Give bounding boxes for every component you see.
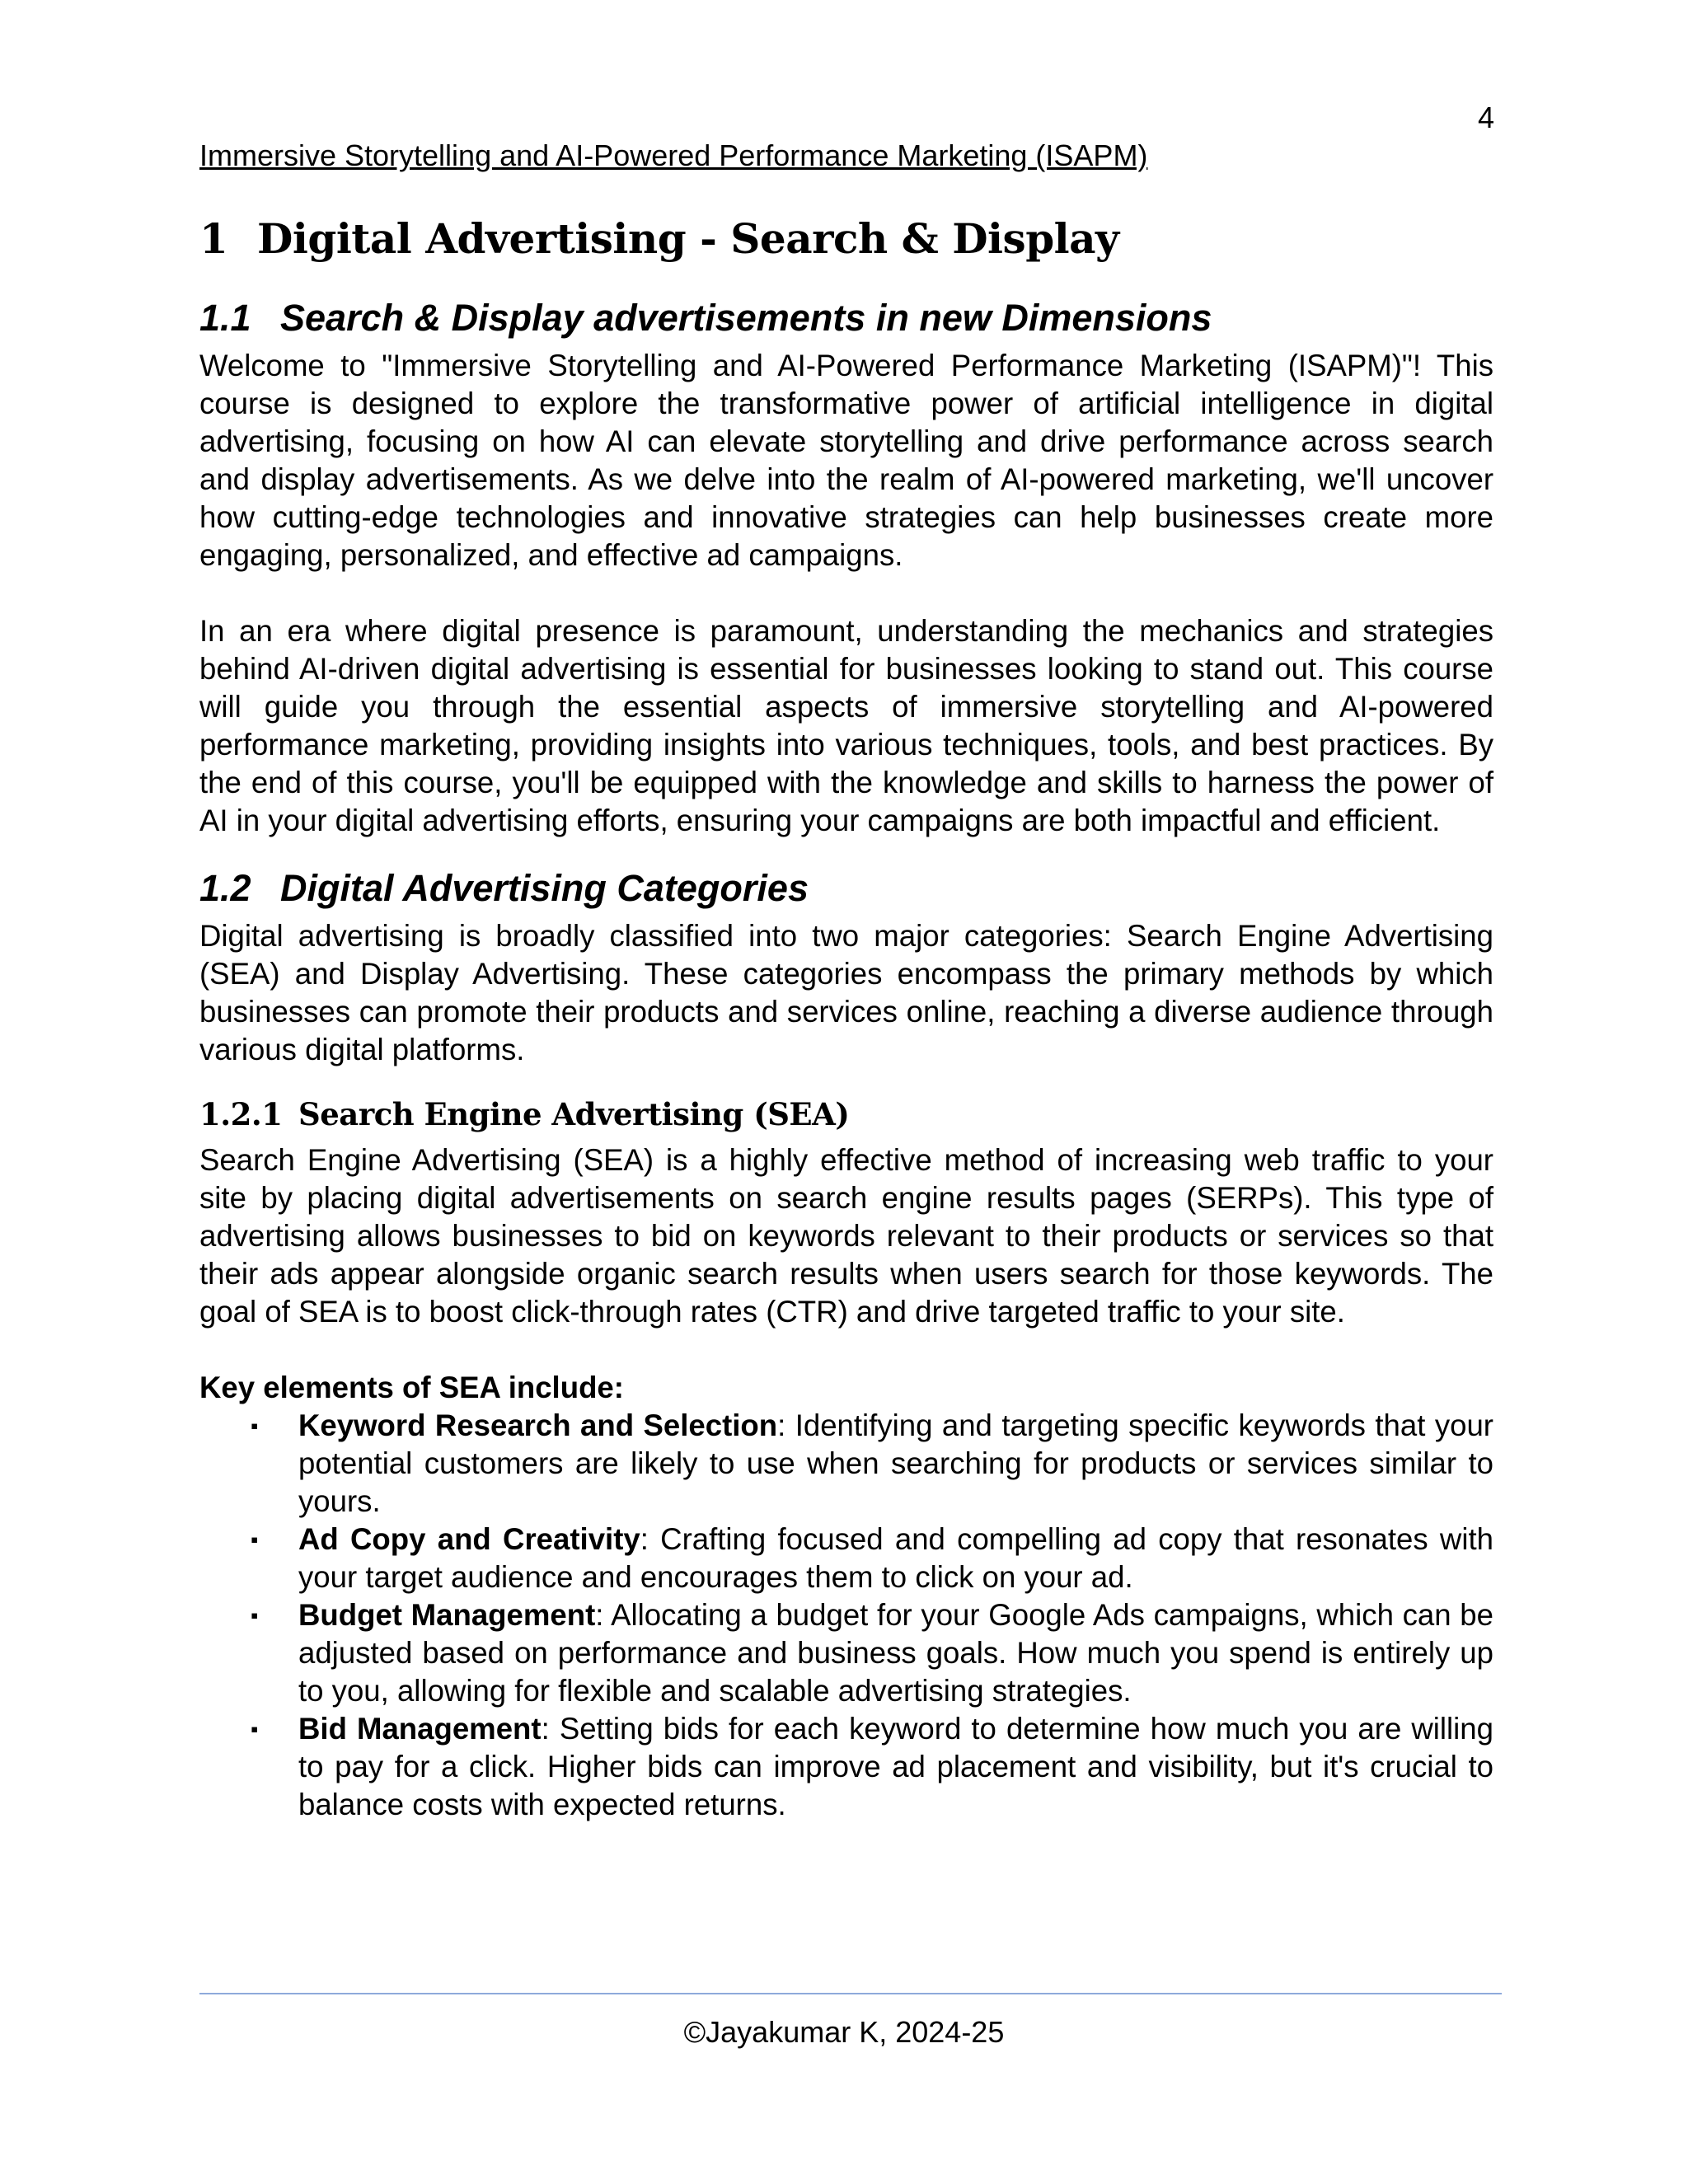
chapter-number: 1 [199,214,228,263]
running-header: Immersive Storytelling and AI-Powered Performance Marketing (ISAPM) [199,138,1148,172]
subsection-number: 1.2.1 [199,1096,283,1132]
page-number: 4 [1477,101,1494,134]
section-title: Search & Display advertisements in new Dimensions [280,297,1212,339]
list-item [251,1596,1493,1710]
list-item-description: : Crafting focused and compelling ad copy that resonates with your target audience and encourages them to click on your ad. [298,1522,1493,1594]
section-1-2-heading [199,863,1493,914]
list-item-description: : Allocating a budget for your Google Ads campaigns, which can be adjusted based on performance and business goals. How much you spend is entirely up to you, allowing for flexible and scalable advertising strategies. [298,1598,1493,1708]
list-item-term: Keyword Research and Selection [298,1408,778,1442]
section-number: 1.1 [199,297,251,339]
page-content [199,210,1493,1824]
intro-paragraph-2: In an era where digital presence is paramount, understanding the mechanics and strategies behind AI-driven digital advertising is essential for businesses looking to stand out. This course will guide you through the essential aspects of immersive storytelling and AI-powered performance marketing, providing insights into various techniques, tools, and best practices. By the end of this course, you'll be equipped with the knowledge and skills to harness the power of AI in your digital advertising efforts, ensuring your campaigns are both impactful and efficient. [199,614,1493,837]
list-item-term: Bid Management [298,1712,542,1746]
subsection-1-2-1-heading [199,1090,1493,1138]
square-bullet-icon: ▪ [251,1603,259,1628]
subsection-title: Search Engine Advertising (SEA) [298,1096,850,1132]
key-elements-list [199,1407,1493,1824]
list-item [251,1407,1493,1521]
square-bullet-icon: ▪ [251,1413,259,1438]
sea-paragraph: Search Engine Advertising (SEA) is a highly effective method of increasing web traffic to your site by placing digital advertisements on search engine results pages (SERPs). This type of advertising allows businesses to bid on keywords relevant to their products or services so that their ads appear alongside organic search results when users search for those keywords. The goal of SEA is to boost click-through rates (CTR) and drive targeted traffic to your site. [199,1143,1493,1329]
list-item [251,1521,1493,1596]
categories-paragraph: Digital advertising is broadly classified into two major categories: Search Engine Advertising (SEA) and Display Advertising. These categories encompass the primary methods by which businesses can promote their products and services online, reaching a diverse audience through various digital platforms. [199,919,1493,1066]
key-elements-title: Key elements of SEA include: [199,1371,624,1404]
footer-copyright: ©Jayakumar K, 2024-25 [683,2015,1005,2049]
intro-paragraph-1: Welcome to "Immersive Storytelling and AI-Powered Performance Marketing (ISAPM)"! This course is designed to explore the transformative power of artificial intelligence in digital advertising, focusing on how AI can elevate storytelling and drive performance across search and display advertisements. As we delve into the realm of AI-powered marketing, we'll uncover how cutting-edge technologies and innovative strategies can help businesses create more engaging, personalized, and effective ad campaigns. [199,349,1493,572]
list-item-term: Budget Management [298,1598,596,1632]
list-item [251,1710,1493,1824]
chapter-title: Digital Advertising - Search & Display [257,214,1119,263]
footer-divider [199,1993,1502,1994]
section-1-1-heading [199,293,1493,344]
chapter-heading [199,210,1493,268]
section-title: Digital Advertising Categories [280,867,809,909]
list-item-description: : Setting bids for each keyword to determine how much you are willing to pay for a click. Higher bids can improve ad placement and visibility, but it's crucial to balance costs with expected returns. [298,1712,1493,1821]
square-bullet-icon: ▪ [251,1527,259,1552]
list-item-term: Ad Copy and Creativity [298,1522,640,1556]
list-item-description: : Identifying and targeting specific keywords that your potential customers are likely to use when searching for products or services similar to yours. [298,1408,1493,1518]
section-number: 1.2 [199,867,251,909]
square-bullet-icon: ▪ [251,1717,259,1741]
